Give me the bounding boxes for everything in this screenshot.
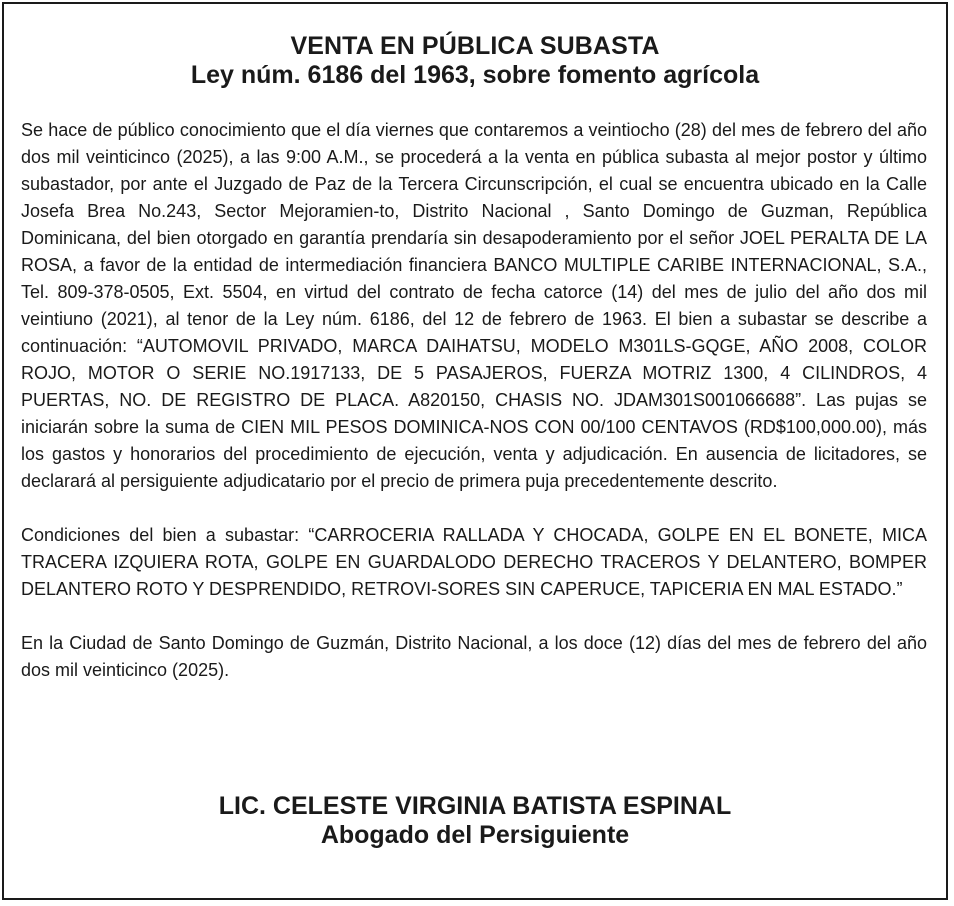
signatory-role: Abogado del Persiguiente bbox=[320, 821, 630, 849]
notice-header bbox=[4, 32, 946, 90]
legal-notice bbox=[2, 2, 948, 900]
signatory-name: LIC. CELESTE VIRGINIA BATISTA ESPINAL bbox=[218, 792, 732, 820]
auction-announcement-paragraph: Se hace de público conocimiento que el día viernes que contaremos a veintiocho (28) del mes de febrero del año dos mil veinticinco (2025), a las 9:00 A.M., se procederá a la venta en pública subasta al mejor postor y último subastador, por ante el Juzgado de Paz de la Tercera Circunscripción, el cual se encuentra ubicado en la Calle Josefa Brea No.243, Sector Mejoramien-to, Distrito Nacional , Santo Domingo de Guzman, República Dominicana, del bien otorgado en garantía prendaría sin desapoderamiento por el señor JOEL PERALTA DE LA ROSA, a favor de la entidad de intermediación financiera BANCO MULTIPLE CARIBE INTERNACIONAL, S.A., Tel. 809-378-0505, Ext. 5504, en virtud del contrato de fecha catorce (14) del mes de julio del año dos mil veintiuno (2021), al tenor de la Ley núm. 6186, del 12 de febrero de 1963. El bien a subastar se describe a continuación: “AUTOMOVIL PRIVADO, MARCA DAIHATSU, MODELO M301LS-GQGE, AÑO 2008, COLOR ROJO, MOTOR O SERIE NO.1917133, DE 5 PASAJEROS, FUERZA MOTRIZ 1300, 4 CILINDROS, 4 PUERTAS, NO. DE REGISTRO DE PLACA. A820150, CHASIS NO. JDAM301S001066688”. Las pujas se iniciarán sobre la suma de CIEN MIL PESOS DOMINICA-NOS CON 00/100 CENTAVOS (RD$100,000.00), más los gastos y honorarios del procedimiento de ejecución, venta y adjudicación. En ausencia de licitadores, se declarará al persiguiente adjudicatario por el precio de primera puja precedentemente descrito. bbox=[21, 120, 927, 491]
paragraph-spacer bbox=[21, 495, 927, 522]
notice-subtitle: Ley núm. 6186 del 1963, sobre fomento agrícola bbox=[190, 61, 760, 89]
notice-title: VENTA EN PÚBLICA SUBASTA bbox=[290, 32, 660, 60]
notice-body bbox=[21, 117, 927, 684]
asset-conditions-paragraph: Condiciones del bien a subastar: “CARROCERIA RALLADA Y CHOCADA, GOLPE EN EL BONETE, MICA TRACERA IZQUIERA ROTA, GOLPE EN GUARDALODO DERECHO TRACEROS Y DELANTERO, BOMPER DELANTERO ROTO Y DESPRENDIDO, RETROVI-SORES SIN CAPERUCE, TAPICERIA EN MAL ESTADO.” bbox=[21, 525, 927, 599]
place-date-paragraph: En la Ciudad de Santo Domingo de Guzmán, Distrito Nacional, a los doce (12) días del mes de febrero del año dos mil veinticinco (2025). bbox=[21, 633, 927, 680]
signature-block bbox=[4, 792, 946, 850]
paragraph-spacer bbox=[21, 603, 927, 630]
